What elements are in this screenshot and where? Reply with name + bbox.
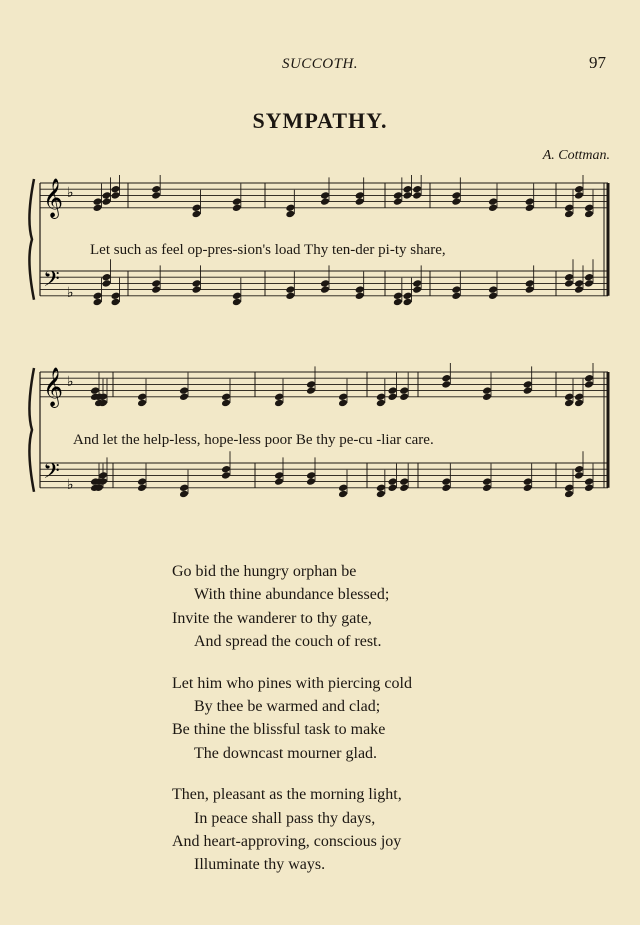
verse-line: Go bid the hungry orphan be bbox=[172, 563, 357, 580]
note-head bbox=[102, 273, 112, 282]
section-title: SUCCOTH. bbox=[281, 56, 359, 72]
note-head bbox=[93, 204, 103, 213]
verse-line: By thee be warmed and clad; bbox=[194, 698, 381, 716]
note-head bbox=[179, 393, 189, 402]
note-head bbox=[574, 471, 584, 480]
bass-clef: 𝄢 bbox=[43, 459, 60, 489]
bass-clef: 𝄢 bbox=[43, 267, 60, 297]
note-head bbox=[137, 399, 147, 408]
note-head bbox=[388, 393, 398, 402]
note-head bbox=[102, 279, 112, 288]
note-head bbox=[93, 298, 103, 307]
note-head bbox=[525, 279, 535, 288]
composer-credit: A. Cottman. bbox=[542, 148, 610, 163]
note-head bbox=[285, 292, 295, 301]
note-head bbox=[403, 292, 413, 301]
note-head bbox=[584, 279, 594, 288]
note-head bbox=[584, 204, 594, 213]
note-head bbox=[98, 471, 108, 480]
note-head bbox=[412, 279, 422, 288]
verse-line: Illuminate thy ways. bbox=[194, 856, 326, 874]
verse-line: Then, pleasant as the morning light, bbox=[172, 786, 402, 804]
note-head bbox=[393, 298, 403, 307]
note-head bbox=[306, 380, 316, 389]
note-head bbox=[151, 285, 161, 294]
note-head bbox=[564, 204, 574, 213]
note-head bbox=[523, 380, 533, 389]
note-head bbox=[584, 374, 594, 383]
note-head bbox=[192, 279, 202, 288]
note-head bbox=[482, 477, 492, 486]
note-head bbox=[137, 393, 147, 402]
note-head bbox=[192, 285, 202, 294]
page-number: 97 bbox=[589, 53, 606, 72]
note-head bbox=[451, 197, 461, 206]
note-head bbox=[451, 285, 461, 294]
note-head bbox=[403, 185, 413, 194]
note-head bbox=[523, 477, 533, 486]
note-head bbox=[111, 292, 121, 301]
note-head bbox=[525, 197, 535, 206]
lyrics-line-1: Let such as feel op-pres-sion's load Thy ten-der pi-ty share, bbox=[90, 242, 446, 258]
note-head bbox=[221, 471, 231, 480]
note-head bbox=[574, 399, 584, 408]
note-head bbox=[274, 477, 284, 486]
flat-sign: ♭ bbox=[67, 374, 74, 390]
note-head bbox=[338, 490, 348, 499]
note-head bbox=[221, 465, 231, 474]
note-head bbox=[90, 386, 100, 395]
music-system-2 bbox=[0, 363, 640, 528]
music-system-1 bbox=[0, 175, 640, 335]
note-head bbox=[523, 386, 533, 395]
verse-line: Let him who pines with piercing cold bbox=[172, 674, 412, 692]
note-head bbox=[564, 279, 574, 288]
note-head bbox=[179, 490, 189, 499]
note-head bbox=[355, 191, 365, 200]
note-head bbox=[192, 210, 202, 219]
note-head bbox=[441, 374, 451, 383]
note-head bbox=[306, 386, 316, 395]
note-head bbox=[320, 191, 330, 200]
note-head bbox=[488, 292, 498, 301]
note-head bbox=[111, 185, 121, 194]
note-head bbox=[564, 393, 574, 402]
note-head bbox=[338, 393, 348, 402]
note-head bbox=[584, 380, 594, 389]
note-head bbox=[376, 484, 386, 493]
note-head bbox=[564, 490, 574, 499]
note-head bbox=[388, 484, 398, 493]
note-head bbox=[338, 484, 348, 493]
stanza-3 bbox=[0, 783, 640, 877]
note-head bbox=[338, 399, 348, 408]
note-head bbox=[525, 204, 535, 213]
note-head bbox=[399, 393, 409, 402]
note-head bbox=[376, 399, 386, 408]
note-head bbox=[151, 185, 161, 194]
note-head bbox=[393, 191, 403, 200]
verse-line: Be thine the blissful task to make bbox=[172, 721, 386, 739]
treble-clef: 𝄞 bbox=[43, 367, 64, 407]
lyrics-line-2: And let the help-less, hope-less poor Be thy pe-cu -liar care. bbox=[73, 432, 434, 448]
note-head bbox=[523, 484, 533, 493]
treble-clef: 𝄞 bbox=[43, 178, 64, 218]
note-head bbox=[412, 285, 422, 294]
note-head bbox=[102, 191, 112, 200]
flat-sign: ♭ bbox=[67, 285, 74, 301]
note-head bbox=[376, 393, 386, 402]
note-head bbox=[399, 386, 409, 395]
verse-line: And heart-approving, conscious joy bbox=[172, 833, 402, 851]
note-head bbox=[393, 197, 403, 206]
note-head bbox=[482, 386, 492, 395]
note-head bbox=[306, 477, 316, 486]
note-head bbox=[393, 292, 403, 301]
note-head bbox=[102, 197, 112, 206]
note-head bbox=[564, 399, 574, 408]
note-head bbox=[320, 197, 330, 206]
note-head bbox=[274, 471, 284, 480]
note-head bbox=[179, 386, 189, 395]
note-head bbox=[274, 399, 284, 408]
note-head bbox=[488, 197, 498, 206]
note-head bbox=[482, 393, 492, 402]
note-head bbox=[451, 292, 461, 301]
note-head bbox=[179, 484, 189, 493]
flat-sign: ♭ bbox=[67, 477, 74, 493]
stanza-1 bbox=[0, 560, 640, 654]
note-head bbox=[451, 191, 461, 200]
note-head bbox=[574, 393, 584, 402]
note-head bbox=[564, 484, 574, 493]
note-head bbox=[151, 279, 161, 288]
note-head bbox=[584, 210, 594, 219]
note-head bbox=[525, 285, 535, 294]
note-head bbox=[376, 490, 386, 499]
note-head bbox=[221, 399, 231, 408]
note-head bbox=[488, 204, 498, 213]
note-head bbox=[441, 380, 451, 389]
note-head bbox=[232, 204, 242, 213]
note-head bbox=[355, 292, 365, 301]
note-head bbox=[306, 471, 316, 480]
note-head bbox=[274, 393, 284, 402]
note-head bbox=[574, 285, 584, 294]
poem bbox=[0, 560, 640, 895]
note-head bbox=[355, 197, 365, 206]
stanza-2 bbox=[0, 672, 640, 766]
note-head bbox=[388, 477, 398, 486]
note-head bbox=[412, 185, 422, 194]
note-head bbox=[584, 477, 594, 486]
note-head bbox=[441, 484, 451, 493]
note-head bbox=[564, 273, 574, 282]
note-head bbox=[111, 298, 121, 307]
note-head bbox=[574, 465, 584, 474]
verse-line: With thine abundance blessed; bbox=[194, 586, 390, 604]
note-head bbox=[403, 298, 413, 307]
note-head bbox=[285, 210, 295, 219]
note-head bbox=[412, 191, 422, 200]
note-head bbox=[151, 191, 161, 200]
running-head bbox=[0, 53, 640, 76]
note-head bbox=[320, 279, 330, 288]
note-head bbox=[192, 204, 202, 213]
verse-line: The downcast mourner glad. bbox=[194, 744, 378, 762]
note-head bbox=[232, 197, 242, 206]
note-head bbox=[355, 285, 365, 294]
note-head bbox=[93, 197, 103, 206]
hymn-title: SYMPATHY. bbox=[252, 108, 388, 133]
brace bbox=[29, 179, 34, 300]
note-head bbox=[111, 191, 121, 200]
note-head bbox=[137, 477, 147, 486]
note-head bbox=[285, 285, 295, 294]
note-head bbox=[564, 210, 574, 219]
note-head bbox=[137, 484, 147, 493]
note-head bbox=[388, 386, 398, 395]
verse-line: Invite the wanderer to thy gate, bbox=[172, 609, 372, 627]
verse-line: And spread the couch of rest. bbox=[194, 633, 382, 651]
note-head bbox=[574, 279, 584, 288]
note-head bbox=[232, 292, 242, 301]
note-head bbox=[441, 477, 451, 486]
note-head bbox=[399, 477, 409, 486]
note-head bbox=[584, 273, 594, 282]
note-head bbox=[93, 292, 103, 301]
note-head bbox=[320, 285, 330, 294]
note-head bbox=[482, 484, 492, 493]
note-head bbox=[574, 191, 584, 200]
note-head bbox=[403, 191, 413, 200]
note-head bbox=[584, 484, 594, 493]
note-head bbox=[221, 393, 231, 402]
note-head bbox=[285, 204, 295, 213]
verse-line: In peace shall pass thy days, bbox=[194, 809, 376, 827]
note-head bbox=[232, 298, 242, 307]
note-head bbox=[488, 285, 498, 294]
note-head bbox=[574, 185, 584, 194]
flat-sign: ♭ bbox=[67, 185, 74, 201]
note-head bbox=[399, 484, 409, 493]
brace bbox=[29, 368, 34, 492]
